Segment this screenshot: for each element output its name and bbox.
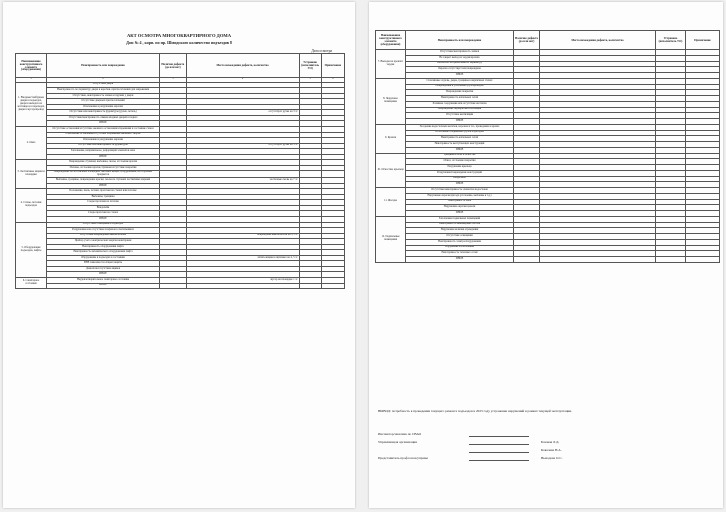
act-page-1 bbox=[3, 2, 355, 508]
defect-location-cell[interactable] bbox=[186, 283, 299, 289]
defect-location-cell[interactable] bbox=[186, 171, 299, 178]
signature-role: Управляющая организация bbox=[378, 440, 417, 444]
defect-location-cell[interactable]: мусор на площадке 1 эт bbox=[186, 278, 299, 284]
defect-description-cell: Отсутствие или неисправность фурнитуры (ручек, петель) bbox=[47, 110, 160, 116]
defect-description-cell: Отсутствие, неисправность замков и пружин у двери bbox=[47, 93, 160, 99]
table-header-row bbox=[376, 31, 720, 50]
inspection-table-page-2 bbox=[375, 30, 720, 263]
defect-description-cell: Отсутствие/повреждение выключателей bbox=[47, 233, 160, 239]
defect-description-cell: Стеклянные отделы, дыры, трещины в кирпичных стенах bbox=[406, 78, 514, 84]
defect-description-cell: Заполнение, неправильное, деформация элементов окна bbox=[47, 149, 160, 155]
defect-description-cell: Повреждения покрытия bbox=[406, 90, 514, 96]
defect-description-cell: ИНОЕ bbox=[47, 121, 160, 127]
defect-location-cell[interactable]: забиты ящики в щитовых на 4, 5 эт bbox=[186, 255, 299, 261]
fixed-by-cell[interactable] bbox=[299, 171, 321, 178]
column-number: 4 bbox=[186, 78, 299, 83]
element-name-cell: 10. Отмостки, крыльца bbox=[376, 153, 406, 188]
defect-description-cell: Неисправность инженерных систем bbox=[406, 222, 514, 228]
defect-description-cell: ИНОЕ bbox=[47, 283, 160, 289]
note-cell[interactable] bbox=[321, 283, 344, 289]
defect-presence-cell[interactable] bbox=[160, 283, 187, 289]
column-header: Место нахождения дефекта, количество bbox=[186, 54, 299, 78]
signature-line[interactable] bbox=[469, 436, 529, 437]
element-name-cell: 7. Выходы на кровлю/чердак bbox=[376, 50, 406, 79]
column-header: Наименование конструктивного элемента (оборудования) bbox=[376, 31, 406, 50]
defect-description-cell: Хламные сооружения или отсутствие настилов bbox=[406, 101, 514, 107]
conclusion-text: ВЫВОД: потребность в проведении текущего ремонта подъездов в 2023 году устранение нарушений в рамках текущей эксплуатации. bbox=[378, 409, 572, 413]
defect-description-cell: Прибор учета электрической энергии неисправен bbox=[47, 239, 160, 245]
defect-description-cell: Отсутствие освещения в подъездах bbox=[47, 222, 160, 228]
element-name-cell: 4. Стены, потолки подъездов bbox=[16, 189, 47, 222]
defect-description-cell: Отсутствие или неисправность фурнитуры bbox=[47, 143, 160, 149]
defect-location-cell[interactable]: повреждены выключатели на 1,3 эт bbox=[186, 233, 299, 239]
element-name-cell: 12. Подвальные помещения bbox=[376, 216, 406, 262]
defect-description-cell: ИНОЕ bbox=[406, 182, 514, 188]
defect-description-cell: ИНОЕ bbox=[47, 272, 160, 278]
defect-location-cell[interactable]: отсутствует ручка на 3 эт bbox=[186, 143, 299, 149]
defect-description-cell: ИНОЕ bbox=[406, 257, 514, 263]
table-row bbox=[376, 257, 720, 263]
defect-location-cell[interactable]: частичные сколы на 7 эт bbox=[186, 178, 299, 184]
defect-description-cell: ИНОЕ bbox=[406, 73, 514, 79]
signature-role: Представитель профсоюза/управы bbox=[378, 456, 428, 460]
defect-location-cell[interactable] bbox=[540, 257, 656, 263]
column-header: Примечание bbox=[321, 54, 344, 78]
defect-description-cell: Следы протечки на стенах bbox=[47, 211, 160, 217]
defect-presence-cell[interactable] bbox=[160, 171, 187, 178]
defect-description-cell: ИНОЕ bbox=[47, 154, 160, 160]
defect-description-cell: Неисправность окон bbox=[406, 199, 514, 205]
column-number: 2 bbox=[47, 78, 160, 83]
defect-description-cell: Повреждение на лестничных площадках бытовых вещей, оборудования, посторонних предметов bbox=[47, 171, 160, 178]
column-header: Наличие дефекта (да или нет) bbox=[514, 31, 540, 50]
column-header: Место нахождения дефекта, количество bbox=[540, 31, 656, 50]
defect-presence-cell[interactable] bbox=[514, 257, 540, 263]
defect-description-cell: Неисправность оборудования лифта bbox=[47, 244, 160, 250]
defect-description-cell: Отсутствие остекления/отсутствие оконного остекления/открывания и состояние стекол bbox=[47, 126, 160, 132]
defect-description-cell: Отсутствие вентиляции bbox=[406, 113, 514, 119]
defect-description-cell: ИНОЕ bbox=[406, 211, 514, 217]
defect-description-cell: Обвал, отслоение покрытия bbox=[406, 159, 514, 165]
defect-description-cell: Отсутствие/неисправность элементов водостоков bbox=[406, 188, 514, 194]
defect-location-cell[interactable]: отсутствует ручка на 3 эт bbox=[186, 110, 299, 116]
act-title: АКТ ОСМОТРА МНОГОКВАРТИРНОГО ДОМА bbox=[126, 33, 232, 38]
note-cell[interactable] bbox=[321, 171, 344, 178]
element-name-cell: 2. Окна bbox=[16, 126, 47, 159]
element-name-cell: 1. Входные/тамбурные двери в подъездах, двери в выходах на лестнице и в переходах, двери в мусоропровод bbox=[16, 82, 47, 126]
table-header-row bbox=[16, 54, 345, 78]
defect-description-cell: ВНЕ зависимости общей защиты bbox=[47, 261, 160, 267]
element-name-cell: 11. Фасады bbox=[376, 188, 406, 217]
table-row bbox=[16, 283, 345, 289]
signatory-name: Базовая Л.Д. bbox=[541, 440, 560, 444]
defect-description-cell: ИНОЕ bbox=[47, 216, 160, 222]
defect-description-cell: Не закрыт выход на чердак/кровлю bbox=[406, 55, 514, 61]
defect-description-cell: Нарушение окраски цоколя bbox=[406, 205, 514, 211]
defect-description-cell: Изломы, отслоение краски, бумажек/отсутствие покрытия bbox=[47, 165, 160, 171]
table-row bbox=[16, 171, 345, 178]
defect-description-cell: Отклонение в разрушение окраски bbox=[47, 104, 160, 110]
inspection-table-page-1 bbox=[15, 53, 345, 289]
column-number: 3 bbox=[160, 78, 187, 83]
column-number: 1 bbox=[16, 78, 47, 83]
defect-description-cell: Нарушение окраски фасада (отслоение, выбоины и т.д.) bbox=[406, 193, 514, 199]
defect-description-cell: Разрушение/повреждение конструкций bbox=[406, 170, 514, 176]
defect-description-cell: Следы протечки на потолке bbox=[47, 200, 160, 206]
defect-description-cell: Обрушение и затопления bbox=[406, 245, 514, 251]
defect-description-cell: Ослабление соединения трубой и фасадом bbox=[406, 130, 514, 136]
defect-description-cell: Окраска отсутствует или повреждена bbox=[406, 67, 514, 73]
signatory-name: Ковалева Н.А. bbox=[541, 448, 562, 452]
defect-description-cell: Неисправность электрооборудования bbox=[406, 239, 514, 245]
defect-description-cell: Положение, пыль, потеки, протечки на стенах или потолке bbox=[47, 189, 160, 195]
signature-line[interactable] bbox=[469, 460, 529, 461]
act-page-2 bbox=[369, 2, 723, 508]
element-name-cell: 9. Кровля bbox=[376, 124, 406, 153]
defect-description-cell: Неисправность кабельных сетей bbox=[406, 96, 514, 102]
defect-description-cell: Неплотность прилегания по периметру bbox=[406, 61, 514, 67]
defect-description-cell: Повреждения и утепления трубопроводов bbox=[406, 84, 514, 90]
defect-description-cell: Отсутствие/неисправность замков входных дверей в подвал bbox=[47, 115, 160, 121]
defect-description-cell: Отклонение и разрушение окраски bbox=[47, 138, 160, 144]
defect-description-cell: Выбоины, трещины, повреждение краски, сколы на ступенях лестничных маршей bbox=[47, 178, 160, 184]
column-header: Устранено (исполнитель УО) bbox=[299, 54, 321, 78]
defect-description-cell: ИНОЕ bbox=[406, 147, 514, 153]
defect-description-cell: ИНОЕ bbox=[47, 183, 160, 189]
signature-line[interactable] bbox=[469, 444, 529, 445]
note-cell[interactable] bbox=[686, 257, 720, 263]
defect-description-cell: Нарушение наличия ограждения bbox=[406, 228, 514, 234]
defect-description-cell: Вандализм bbox=[406, 176, 514, 182]
signature-role: Инспектор/заказчик по СВАО bbox=[378, 432, 422, 436]
defect-description-cell: Обрудование в подъездах в состоянии bbox=[47, 255, 160, 261]
inspection-date-label: Дата осмотра bbox=[311, 49, 332, 53]
column-header: Неисправность или повреждение bbox=[47, 54, 160, 78]
act-subtitle: Дом № 4 , корп. по пр. Шмидского количество подъездов 8 bbox=[126, 40, 232, 45]
defect-description-cell: Неисправность кабельных сетей bbox=[406, 136, 514, 142]
column-header: Устранено (исполнитель УО) bbox=[656, 31, 686, 50]
defect-description-cell: ИНОЕ bbox=[406, 119, 514, 125]
element-name-cell: 3. Лестничные марши и площадки bbox=[16, 160, 47, 189]
defect-description-cell: Выбоины, трещины bbox=[47, 194, 160, 200]
defect-description-cell: Неисправность тепловых сетей bbox=[406, 251, 514, 257]
defect-description-cell: Отсутствие дверных приспособлений bbox=[47, 99, 160, 105]
element-name-cell: 8. Чердачное помещение bbox=[376, 78, 406, 124]
defect-description-cell: Трещины в осях и отмостке bbox=[406, 153, 514, 159]
element-name-cell: 6. Санитарное состояние bbox=[16, 278, 47, 289]
defect-description-cell: Неисправность выступающих конструкций bbox=[406, 142, 514, 148]
defect-description-cell: Демонтаж/отсутствие ящиков bbox=[47, 266, 160, 272]
fixed-by-cell[interactable] bbox=[299, 283, 321, 289]
defect-description-cell: Неудовлетворительное санитарное состояние bbox=[47, 278, 160, 284]
defect-description-cell: Засорение водосточных желобов, воронок и т.п., проведение в кровле bbox=[406, 124, 514, 130]
signatory-name: Выходова О.С. bbox=[541, 456, 563, 460]
column-number: 6 bbox=[321, 78, 344, 83]
defect-description-cell: Неисправность механического оборудования лифта bbox=[47, 250, 160, 256]
defect-description-cell: Разрушение крыльца bbox=[406, 165, 514, 171]
signature-line[interactable] bbox=[469, 452, 529, 453]
defect-description-cell: Повреждение перекрытий и изоляции bbox=[406, 107, 514, 113]
defect-description-cell: Повреждение ступеней, выбоины, сколы, отслоение краски bbox=[47, 160, 160, 166]
defect-description-cell: Отклонение остекления/отсутствие открывания оконных створок bbox=[47, 132, 160, 138]
defect-description-cell: Отсутствие двери bbox=[47, 82, 160, 88]
element-name-cell: 5. Оборудование подъездов, лифты bbox=[16, 222, 47, 277]
defect-description-cell: Отсутствие/неисправность замков bbox=[406, 50, 514, 56]
defect-description-cell: Вандализм bbox=[47, 205, 160, 211]
defect-description-cell: Неисправность по периметру двери и коробки, приспособлений для закрывания bbox=[47, 88, 160, 94]
defect-description-cell: Затопление подвальных помещений bbox=[406, 216, 514, 222]
defect-description-cell: Разрушение или отсутствие плафонов в светильниках bbox=[47, 228, 160, 234]
fixed-by-cell[interactable] bbox=[656, 257, 686, 263]
column-number: 5 bbox=[299, 78, 321, 83]
column-header: Примечание bbox=[686, 31, 720, 50]
column-header: Наименование конструктивного элемента (оборудования) bbox=[16, 54, 47, 78]
defect-description-cell: Отсутствие освещения bbox=[406, 234, 514, 240]
column-header: Наличие дефекта (да или нет) bbox=[160, 54, 187, 78]
column-header: Неисправность или повреждение bbox=[406, 31, 514, 50]
